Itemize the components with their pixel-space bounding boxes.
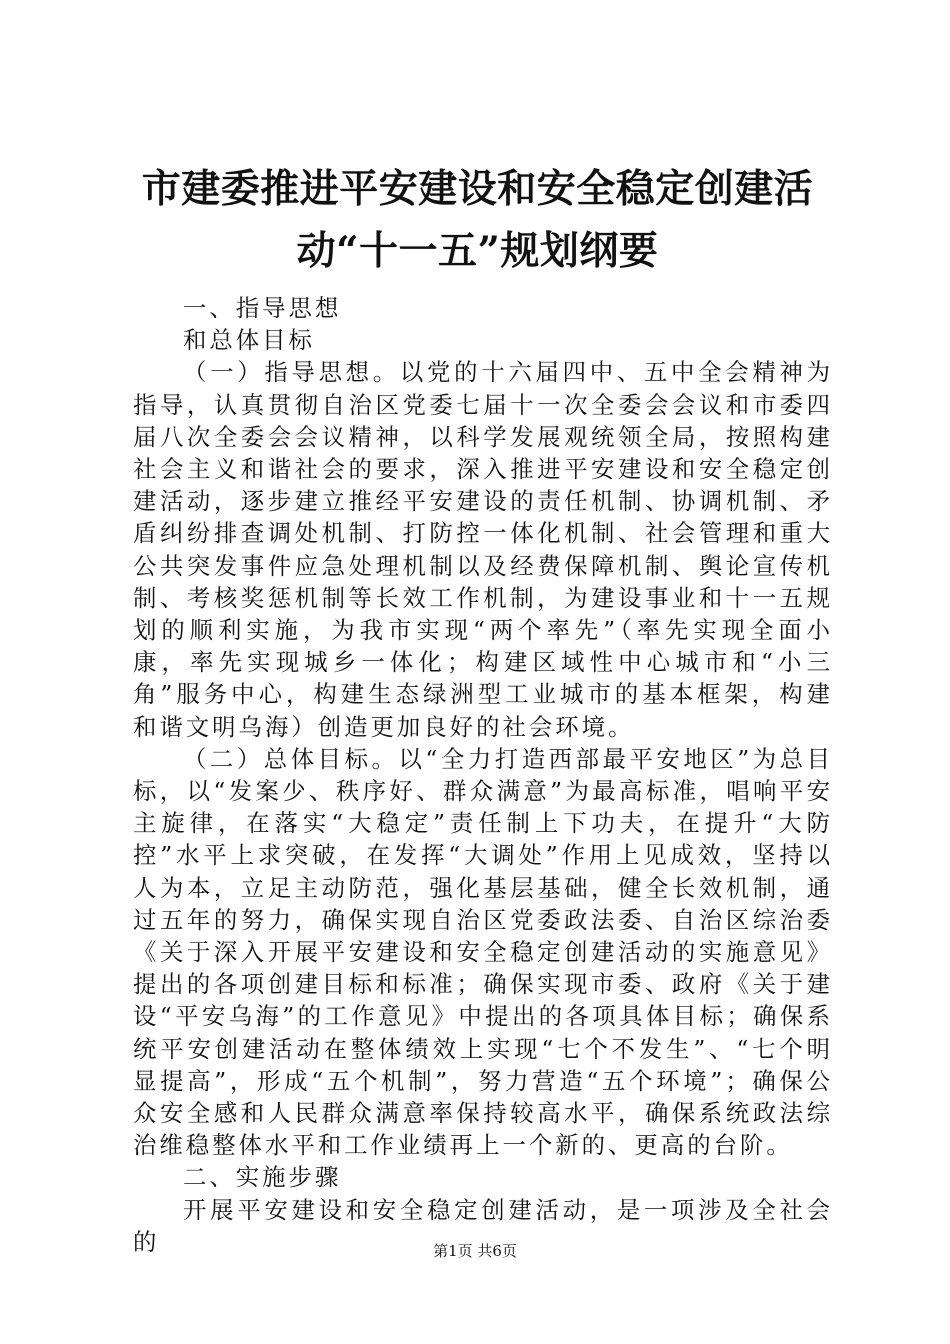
document-title: 市建委推进平安建设和安全稳定创建活动“十一五”规划纲要 xyxy=(141,166,814,274)
section-heading-overall-goal: 和总体目标 xyxy=(183,326,315,355)
page-number-footer: 第1页 共6页 xyxy=(433,1242,517,1260)
paragraph-implementation-intro: 开展平安建设和安全稳定创建活动，是一项涉及全社会的 xyxy=(133,1195,833,1256)
paragraph-guiding-ideology: （一）指导思想。以党的十六届四中、五中全会精神为指导，认真贯彻自治区党委七届十一次全委会会议和市委四届八次全委会会议精神，以科学发展观统领全局，按照构建社会主义和谐社会的要求，深入推进平安建设和安全稳定创建活动，逐步建立推经平安建设的责任机制、协调机制、矛盾纠纷排查调处机制、打防控一体化机制、社会管理和重大公共突发事件应急处理机制以及经费保障机制、舆论宣传机制、考核奖惩机制等长效工作机制，为建设事业和十一五规划的顺利实施，为我市实现“两个率先”（率先实现全面小康，率先实现城乡一体化；构建区域性中心城市和“小三角”服务中心，构建生态绿洲型工业城市的基本框架，构建和谐文明乌海）创造更加良好的社会环境。 xyxy=(133,358,833,741)
section-heading-guiding-ideology: 一、指导思想 xyxy=(183,294,342,322)
section-heading-implementation-steps: 二、实施步骤 xyxy=(183,1163,342,1192)
document-body xyxy=(133,292,833,1258)
paragraph-overall-goal: （二）总体目标。以“全力打造西部最平安地区”为总目标，以“发案少、秩序好、群众满意”为最高标准，唱响平安主旋律，在落实“大稳定”责任制上下功夫，在提升“大防控”水平上求突破，在发挥“大调处”作用上见成效，坚持以人为本，立足主动防范，强化基层基础，健全长效机制，通过五年的努力，确保实现自治区党委政法委、自治区综治委《关于深入开展平安建设和安全稳定创建活动的实施意见》提出的各项创建目标和标准；确保实现市委、政府《关于建设“平安乌海”的工作意见》中提出的各项具体目标；确保系统平安创建活动在整体绩效上实现“七个不发生”、“七个明显提高”，形成“五个机制”，努力营造“五个环境”；确保公众安全感和人民群众满意率保持较高水平，确保系统政法综治维稳整体水平和工作业绩再上一个新的、更高的台阶。 xyxy=(133,744,833,1160)
